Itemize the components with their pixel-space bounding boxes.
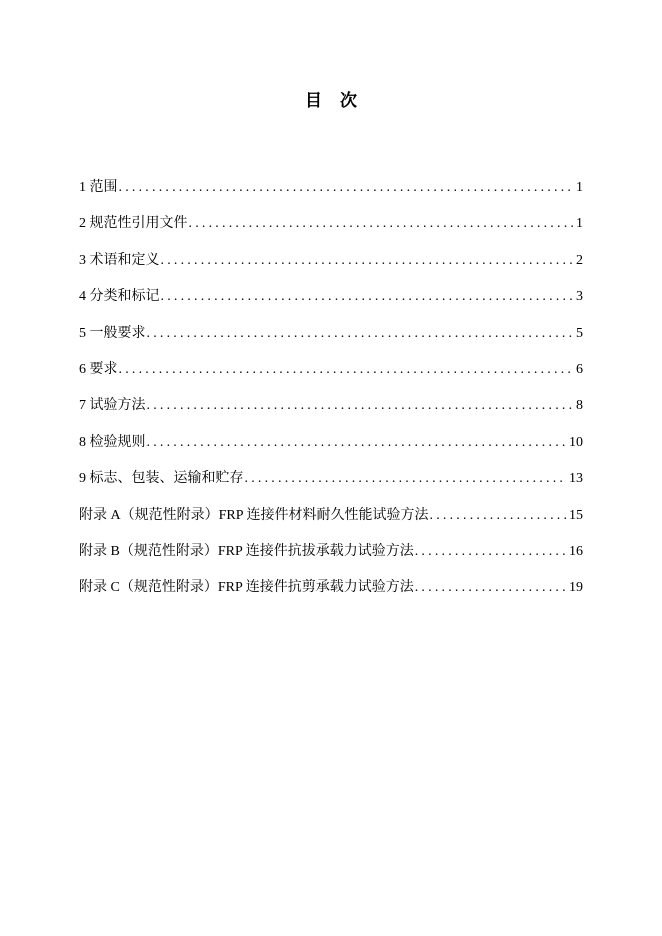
toc-entry[interactable] — [79, 540, 583, 576]
toc-leader-dots — [161, 249, 575, 273]
toc-entry[interactable] — [79, 176, 583, 212]
toc-entry-label: 附录 C（规范性附录）FRP 连接件抗剪承载力试验方法 — [79, 580, 414, 596]
toc-entry-page: 13 — [569, 471, 583, 487]
toc-entry-label: 6 要求 — [79, 361, 118, 377]
toc-entry[interactable] — [79, 576, 583, 612]
toc-entry-page: 10 — [569, 434, 583, 450]
table-of-contents — [79, 176, 583, 613]
toc-leader-dots — [119, 176, 575, 200]
title-char-1: 目 — [305, 91, 322, 111]
toc-entry[interactable] — [79, 285, 583, 321]
toc-leader-dots — [189, 212, 575, 236]
toc-entry-label: 9 标志、包装、运输和贮存 — [79, 471, 244, 487]
toc-entry-page: 6 — [576, 361, 583, 377]
title-char-2: 次 — [340, 91, 357, 111]
toc-entry[interactable] — [79, 504, 583, 540]
toc-leader-dots — [415, 540, 567, 564]
toc-entry[interactable] — [79, 358, 583, 394]
toc-entry-page: 2 — [576, 252, 583, 268]
toc-entry[interactable] — [79, 431, 583, 467]
toc-entry-label: 5 一般要求 — [79, 325, 146, 341]
toc-entry[interactable] — [79, 322, 583, 358]
toc-leader-dots — [147, 322, 575, 346]
toc-leader-dots — [119, 358, 575, 382]
toc-entry[interactable] — [79, 394, 583, 430]
toc-entry-label: 7 试验方法 — [79, 398, 146, 414]
toc-entry-label: 附录 A（规范性附录）FRP 连接件材料耐久性能试验方法 — [79, 507, 429, 523]
toc-entry[interactable] — [79, 467, 583, 503]
toc-leader-dots — [147, 431, 568, 455]
toc-entry-page: 8 — [576, 398, 583, 414]
toc-entry-page: 1 — [576, 180, 583, 195]
toc-leader-dots — [147, 394, 575, 418]
toc-leader-dots — [430, 504, 568, 528]
toc-entry-label: 8 检验规则 — [79, 434, 146, 450]
toc-leader-dots — [415, 576, 567, 600]
toc-entry-page: 16 — [569, 543, 583, 559]
toc-entry-page: 3 — [576, 289, 583, 305]
toc-entry[interactable] — [79, 212, 583, 248]
toc-entry[interactable] — [79, 249, 583, 285]
toc-entry-page: 19 — [569, 580, 583, 596]
toc-leader-dots — [161, 285, 575, 309]
toc-entry-page: 1 — [576, 216, 583, 232]
page-title — [0, 86, 662, 111]
toc-entry-label: 1 范围 — [79, 180, 118, 195]
toc-entry-label: 3 术语和定义 — [79, 252, 160, 268]
toc-entry-label: 2 规范性引用文件 — [79, 216, 188, 232]
toc-entry-page: 5 — [576, 325, 583, 341]
toc-entry-label: 附录 B（规范性附录）FRP 连接件抗拔承载力试验方法 — [79, 543, 414, 559]
toc-entry-page: 15 — [569, 507, 583, 523]
toc-leader-dots — [245, 467, 568, 491]
toc-entry-label: 4 分类和标记 — [79, 289, 160, 305]
